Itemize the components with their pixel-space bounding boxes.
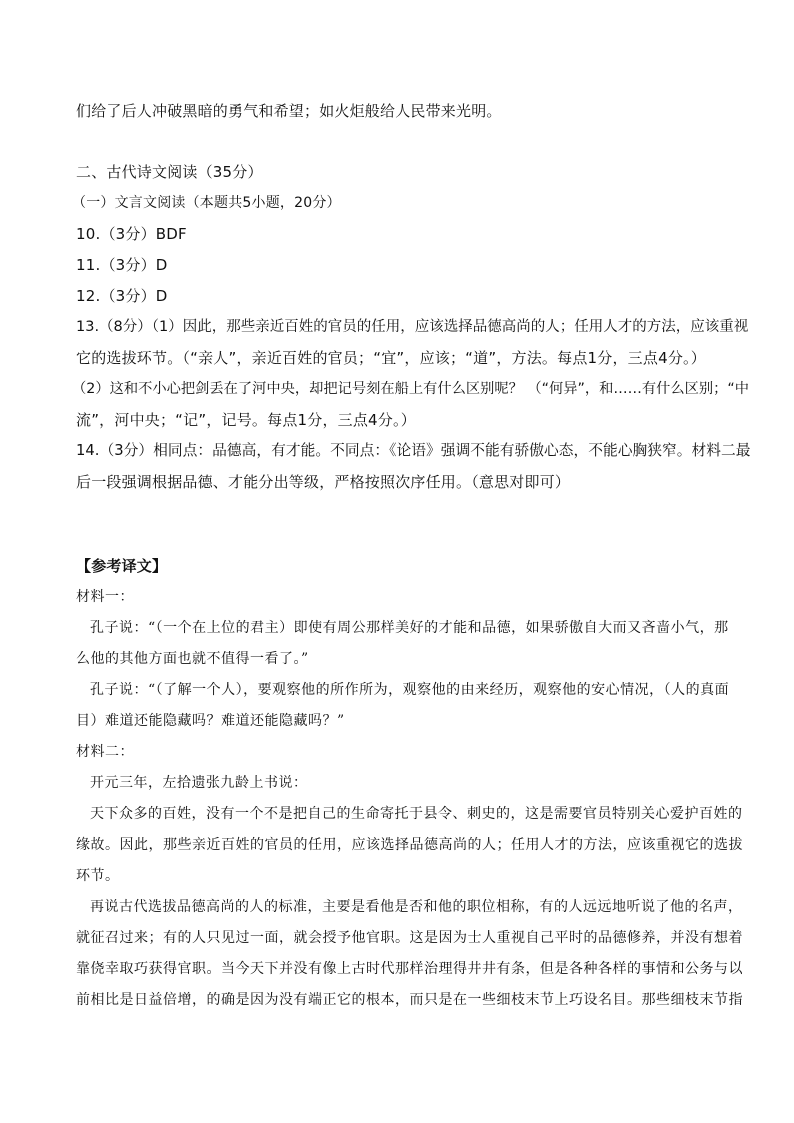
- translation-heading: 【参考译文】: [76, 557, 168, 575]
- material-two-label: 材料二：: [76, 744, 134, 760]
- answer-10: 10.（3分）BDF: [76, 225, 187, 243]
- subsection-heading-classical-reading: （一）文言文阅读（本题共5小题，20分）: [72, 195, 341, 211]
- translation-paragraph-line: 目）难道还能隐藏吗？难道还能隐藏吗？”: [76, 713, 345, 729]
- translation-paragraph-line: 天下众多的百姓，没有一个不是把自己的生命寄托于县令、刺史的，这是需要官员特别关心爱护百姓的: [90, 806, 743, 822]
- translation-paragraph-line: 再说古代选拔品德高尚的人的标准，主要是看他是否和他的职位相称，有的人远远地听说了他的名声，: [90, 899, 743, 915]
- answer-14-line-1: 14.（3分）相同点：品德高，有才能。不同点：《论语》强调不能有骄傲心态，不能心胸狭窄。材料二最: [76, 442, 751, 459]
- translation-paragraph-line: 缘故。因此，那些亲近百姓的官员的任用，应该选择品德高尚的人；任用人才的方法，应该重视它的选拔: [76, 837, 743, 853]
- answer-13-line-4: 流”，河中央；“记”，记号。每点1分，三点4分。）: [76, 411, 416, 429]
- translation-paragraph-line: 就征召过来；有的人只见过一面，就会授予他官职。这是因为士人重视自己平时的品德修养，并没有想着: [76, 930, 743, 946]
- answer-continuation-line: 们给了后人冲破黑暗的勇气和希望；如火炬般给人民带来光明。: [76, 102, 502, 120]
- answer-13-line-2: 它的选拔环节。（“亲人”，亲近百姓的官员；“宜”，应该；“道”，方法。每点1分，三点4分。）: [76, 349, 706, 367]
- section-heading-ancient-poetry: 二、古代诗文阅读（35分）: [76, 163, 263, 181]
- translation-paragraph-line: 孔子说：“（了解一个人），要观察他的所作所为，观察他的由来经历，观察他的安心情况，（人的真面: [90, 682, 730, 698]
- translation-paragraph-line: 么他的其他方面也就不值得一看了。”: [76, 651, 309, 667]
- material-one-label: 材料一：: [76, 589, 134, 605]
- answer-14-line-2: 后一段强调根据品德、才能分出等级，严格按照次序任用。（意思对即可）: [76, 473, 571, 491]
- answer-13-line-3: （2）这和不小心把剑丢在了河中央，却把记号刻在船上有什么区别呢？ （“何异”，和……有什么区别；“中: [72, 381, 749, 397]
- answer-13-line-1: 13.（8分）（1）因此，那些亲近百姓的官员的任用，应该选择品德高尚的人；任用人才的方法，应该重视: [76, 319, 749, 335]
- answer-11: 11.（3分）D: [76, 256, 168, 274]
- translation-paragraph-line: 靠侥幸取巧获得官职。当今天下并没有像上古时代那样治理得井井有条，但是各种各样的事情和公务与以: [76, 961, 743, 977]
- translation-paragraph-line: 环节。: [76, 868, 120, 884]
- translation-paragraph-line: 开元三年，左拾遗张九龄上书说：: [90, 775, 308, 791]
- answer-12: 12.（3分）D: [76, 287, 168, 305]
- translation-paragraph-line: 前相比是日益倍增，的确是因为没有端正它的根本，而只是在一些细枝末节上巧设名目。那些细枝末节指: [76, 992, 743, 1008]
- translation-paragraph-line: 孔子说：“（一个在上位的君主）即使有周公那样美好的才能和品德，如果骄傲自大而又吝啬小气，那: [90, 620, 729, 636]
